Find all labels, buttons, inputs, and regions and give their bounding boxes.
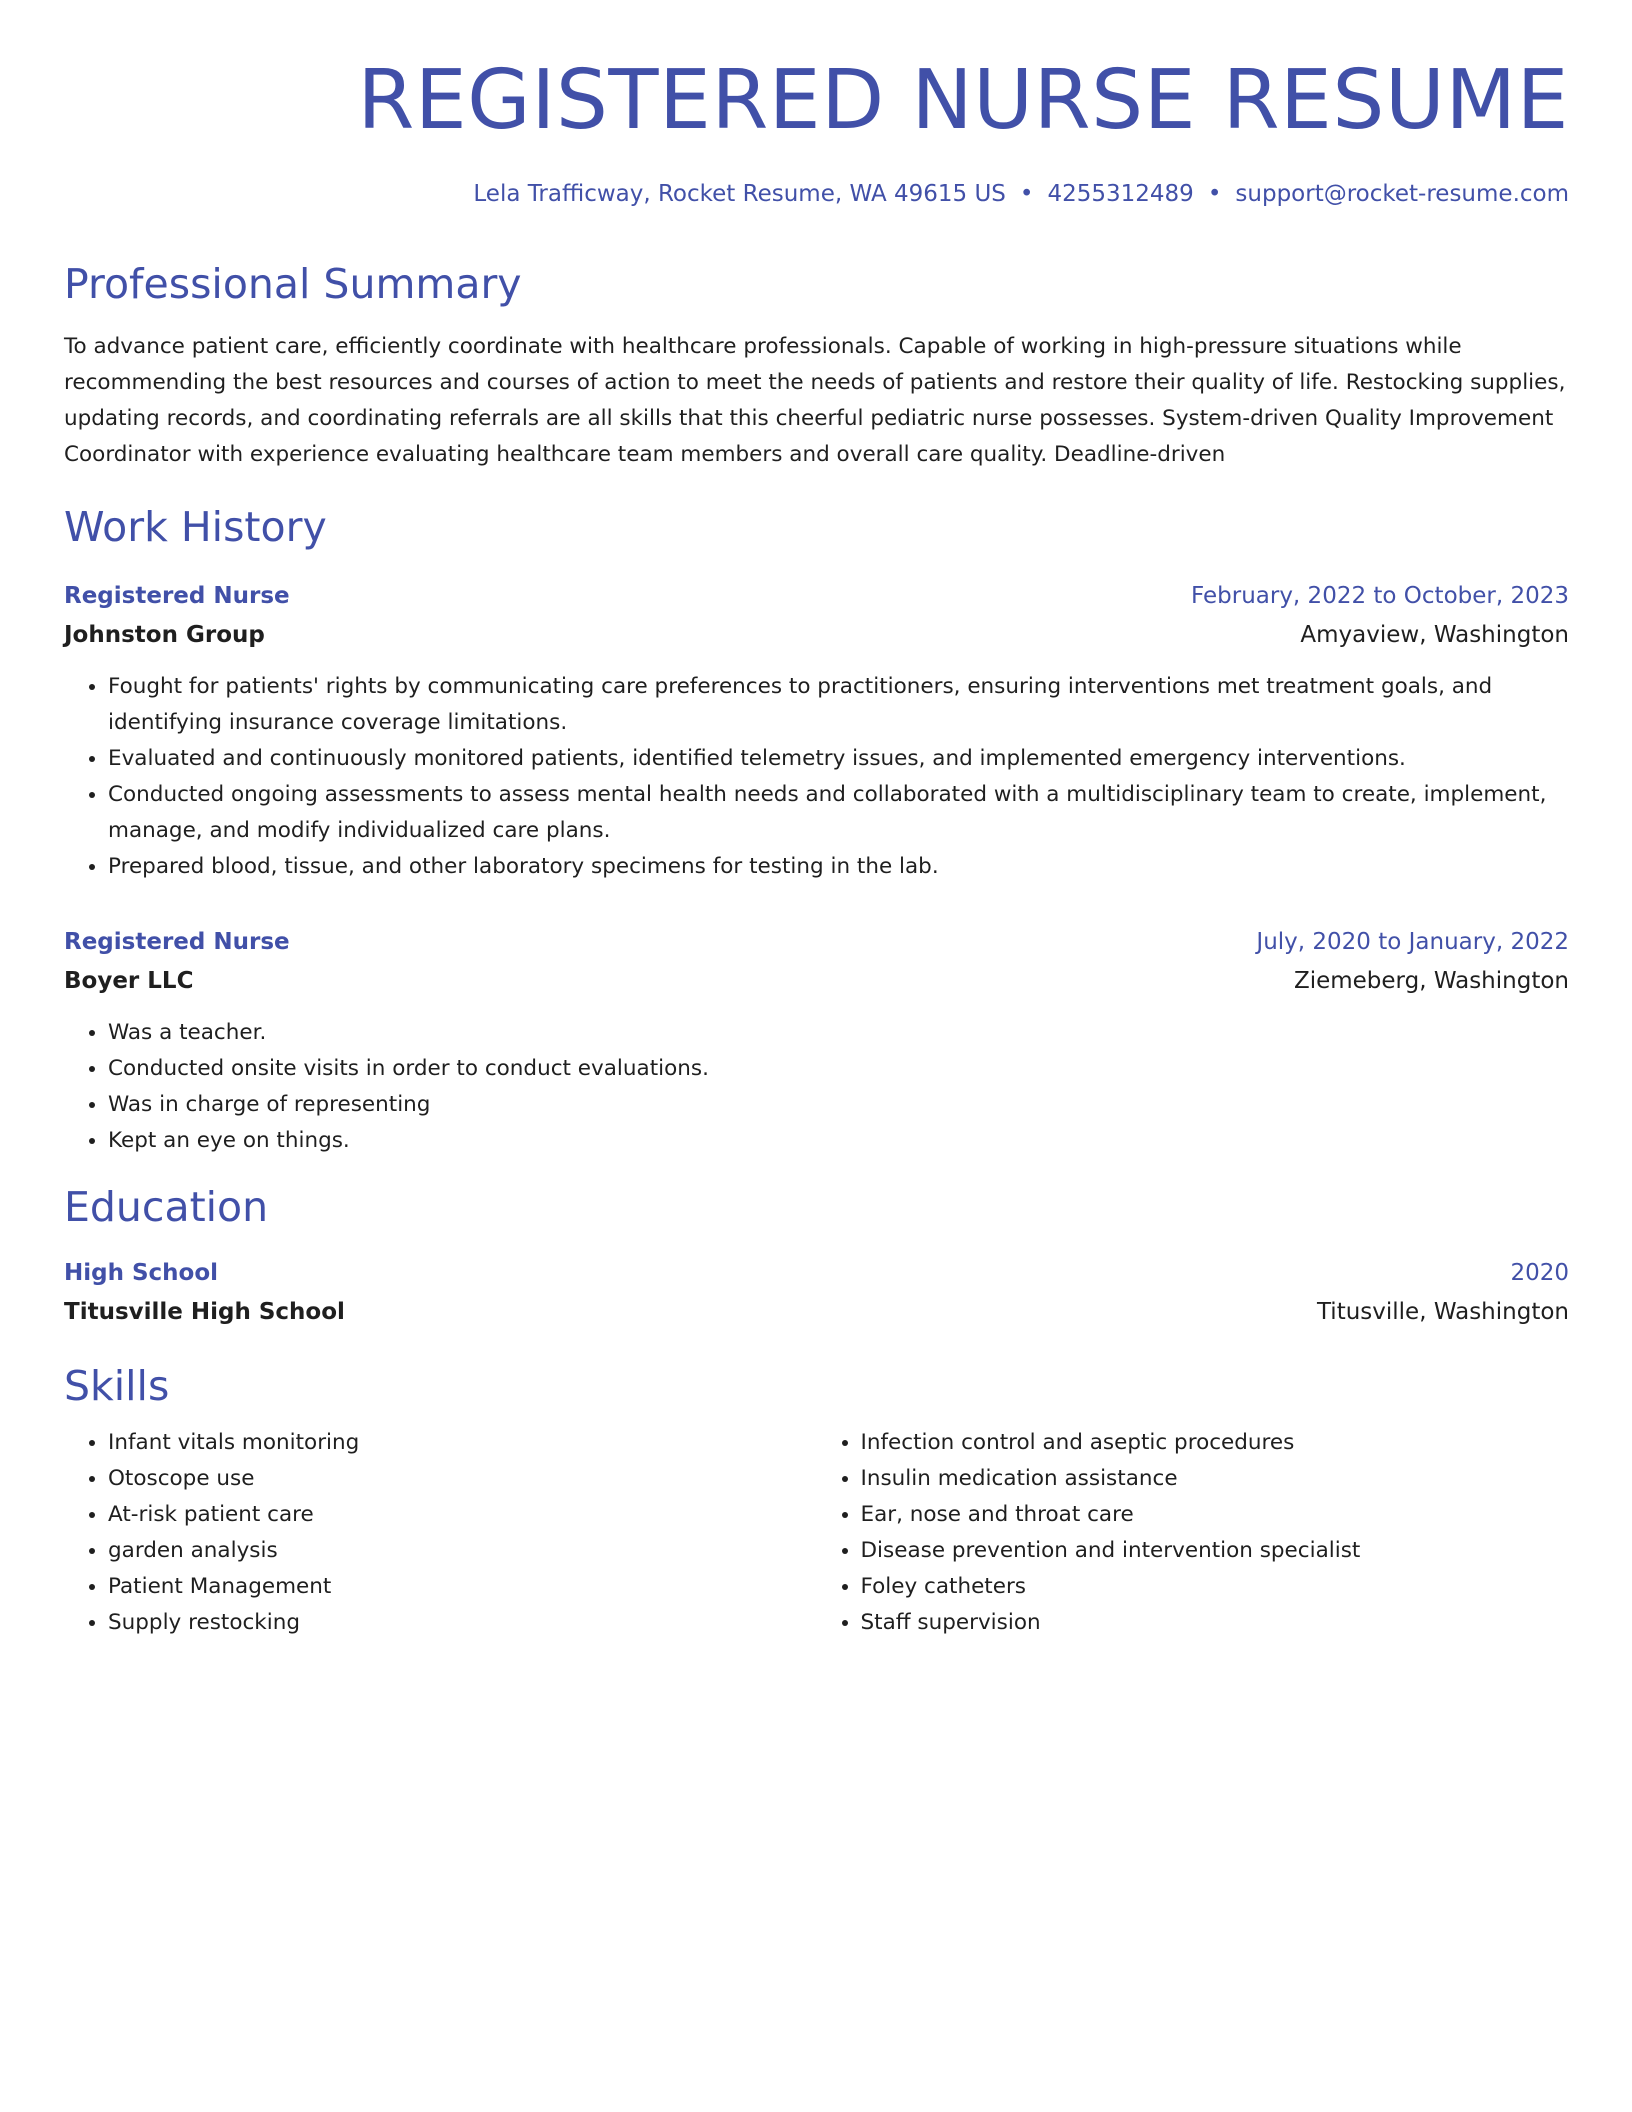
summary-text: To advance patient care, efficiently coordinate with healthcare professionals. Capable of working in high-pressure situations while recommending the best resources and courses of action to meet the needs of patients and restore their quality of life. Restocking supplies, updating records, and coordinating referrals are all skills that this cheerful pediatric nurse possesses. System-driven Quality Improvement Coordinator with experience evaluating healthcare team members and overall care quality. Deadline-driven (64, 334, 1566, 468)
skill-item: • Patient Management (108, 1569, 817, 1605)
contact-line (64, 180, 1569, 210)
job-duties-list (64, 669, 1569, 885)
job-company-row (64, 962, 1569, 1001)
education-degree-row (64, 1254, 1569, 1293)
skill-item: • Disease prevention and intervention specialist (861, 1533, 1570, 1569)
skills-heading: Skills (64, 1361, 170, 1410)
contact-address: Lela Trafficway, Rocket Resume, WA 49615 US (473, 181, 1006, 208)
skills-list-right (817, 1425, 1570, 1641)
job-dates: July, 2020 to January, 2022 (1256, 928, 1569, 955)
job-duty: • Prepared blood, tissue, and other laboratory specimens for testing in the lab. (108, 849, 1569, 885)
job-company-row (64, 616, 1569, 655)
education-year: 2020 (1510, 1259, 1569, 1286)
job-duty: • Evaluated and continuously monitored patients, identified telemetry issues, and implemented emergency interventions. (108, 741, 1569, 777)
job-location: Ziemeberg, Washington (1293, 967, 1569, 994)
job-title-row (64, 577, 1569, 616)
job-company: Johnston Group (64, 621, 265, 648)
job-duty: • Conducted ongoing assessments to assess mental health needs and collaborated with a multidisciplinary team to create, implement, manage, and modify individualized care plans. (108, 777, 1569, 849)
skill-item: • Foley catheters (861, 1569, 1570, 1605)
job-company: Boyer LLC (64, 967, 194, 994)
summary-heading: Professional Summary (64, 260, 522, 309)
education-school-row (64, 1293, 1569, 1332)
job-duty: • Kept an eye on things. (108, 1123, 1569, 1159)
skill-item: • Infant vitals monitoring (108, 1425, 817, 1461)
resume-title: REGISTERED NURSE RESUME (357, 53, 1569, 148)
skill-item: • Otoscope use (108, 1461, 817, 1497)
job-title: Registered Nurse (64, 928, 290, 955)
job-duty: • Was a teacher. (108, 1015, 1569, 1051)
education-degree: High School (64, 1259, 219, 1286)
job-title: Registered Nurse (64, 582, 290, 609)
contact-phone: 4255312489 (1047, 181, 1194, 208)
skills-list-left (64, 1425, 817, 1641)
skills-grid (64, 1425, 1569, 1641)
job-entry (64, 923, 1569, 1159)
skill-item: • Insulin medication assistance (861, 1461, 1570, 1497)
work-history-heading: Work History (64, 503, 327, 552)
skill-item: • Supply restocking (108, 1605, 817, 1641)
skill-item: • Ear, nose and throat care (861, 1497, 1570, 1533)
job-duty: • Conducted onsite visits in order to conduct evaluations. (108, 1051, 1569, 1087)
contact-email[interactable]: support@rocket-resume.com (1235, 181, 1569, 208)
job-duty: • Fought for patients' rights by communicating care preferences to practitioners, ensuring interventions met treatment goals, and identifying insurance coverage limitations. (108, 669, 1569, 741)
education-location: Titusville, Washington (1316, 1298, 1569, 1325)
contact-separator: • (1019, 181, 1034, 208)
education-school: Titusville High School (64, 1298, 345, 1325)
job-title-row (64, 923, 1569, 962)
skill-item: • garden analysis (108, 1533, 817, 1569)
skill-item: • Infection control and aseptic procedures (861, 1425, 1570, 1461)
job-duty: • Was in charge of representing (108, 1087, 1569, 1123)
skill-item: • Staff supervision (861, 1605, 1570, 1641)
education-entry (64, 1254, 1569, 1332)
job-location: Amyaview, Washington (1300, 621, 1569, 648)
contact-separator: • (1207, 181, 1222, 208)
job-entry (64, 577, 1569, 885)
education-heading: Education (64, 1182, 269, 1231)
job-duties-list (64, 1015, 1569, 1159)
job-dates: February, 2022 to October, 2023 (1191, 582, 1569, 609)
skill-item: • At-risk patient care (108, 1497, 817, 1533)
